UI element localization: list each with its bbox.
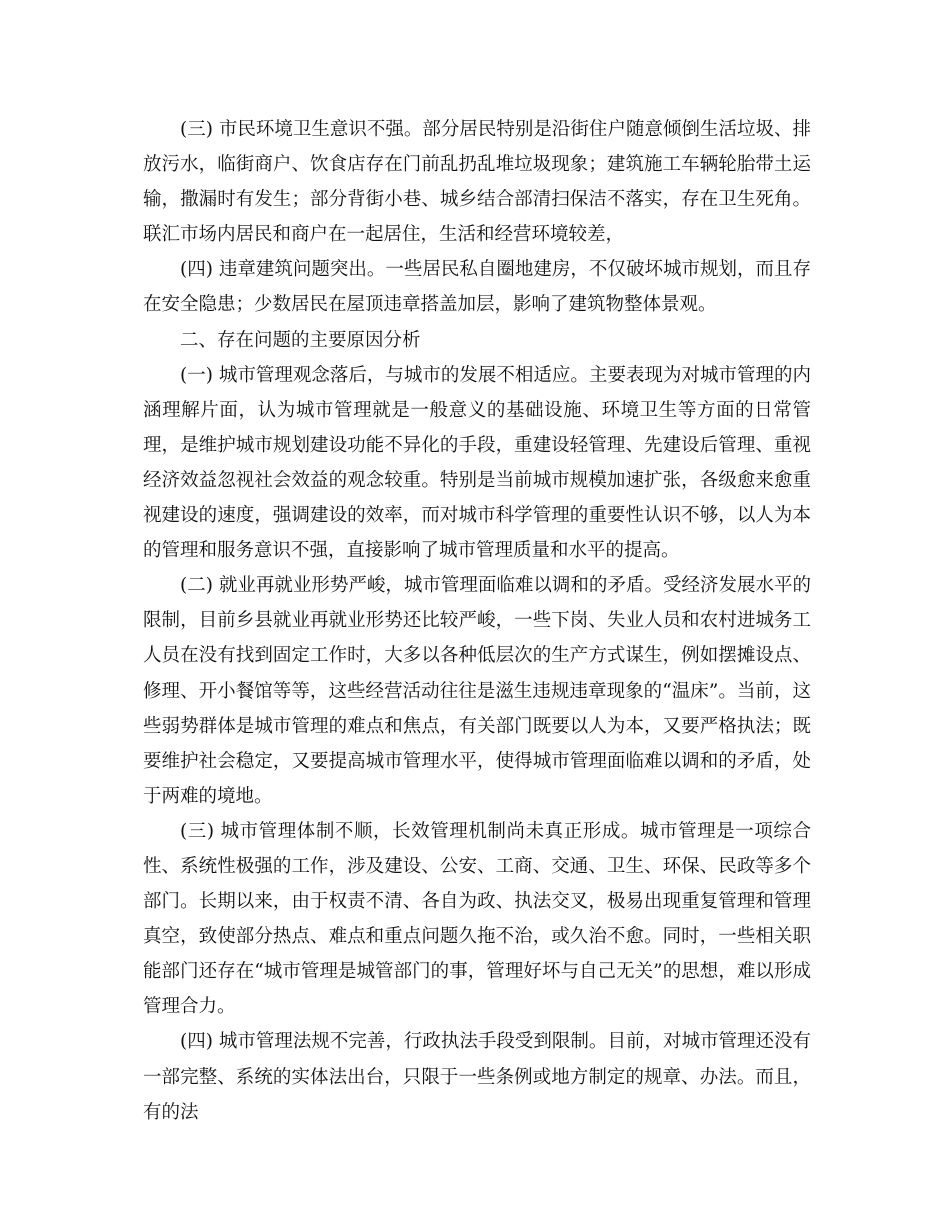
paragraph-regulations: (四) 城市管理法规不完善，行政执法手段受到限制。目前，对城市管理还没有一部完整、系统的实体法出台，只限于一些条例或地方制定的规章、办法。而且，有的法 [143, 1031, 811, 1123]
paragraph-management-concept: (一) 城市管理观念落后，与城市的发展不相适应。主要表现为对城市管理的内涵理解片面，认为城市管理就是一般意义的基础设施、环境卫生等方面的日常管理，是维护城市规划建设功能不异化的手段，重建设轻管理、先建设后管理、重视经济效益忽视社会效益的观念较重。特别是当前城市规模加速扩张，各级愈来愈重视建设的速度，强调建设的效率，而对城市科学管理的重要性认识不够，以人为本的管理和服务意识不强，直接影响了城市管理质量和水平的提高。 [143, 364, 811, 562]
paragraph-employment-situation: (二) 就业再就业形势严峻，城市管理面临难以调和的矛盾。受经济发展水平的限制，目前乡县就业再就业形势还比较严峻，一些下岗、失业人员和农村进城务工人员在没有找到固定工作时，大多以各种低层次的生产方式谋生，例如摆摊设点、修理、开小餐馆等等，这些经营活动往往是滋生违规违章现象的“温床”。当前，这些弱势群体是城市管理的难点和焦点，有关部门既要以人为本，又要严格执法；既要维护社会稳定，又要提高城市管理水平，使得城市管理面临难以调和的矛盾，处于两难的境地。 [143, 575, 811, 807]
section-heading-cause-analysis: 二、存在问题的主要原因分析 [180, 329, 421, 351]
paragraph-management-system: (三) 城市管理体制不顺，长效管理机制尚未真正形成。城市管理是一项综合性、系统性极强的工作，涉及建设、公安、工商、交通、卫生、环保、民政等多个部门。长期以来，由于权责不清、各自为政、执法交叉，极易出现重复管理和管理真空，致使部分热点、难点和重点问题久拖不治，或久治不愈。同时，一些相关职能部门还存在“城市管理是城管部门的事，管理好坏与自己无关”的思想，难以形成管理合力。 [143, 820, 811, 1018]
paragraph-illegal-buildings: (四) 违章建筑问题突出。一些居民私自圈地建房，不仅破坏城市规划，而且存在安全隐患；少数居民在屋顶违章搭盖加层，影响了建筑物整体景观。 [143, 259, 811, 316]
paragraph-environment-awareness: (三) 市民环境卫生意识不强。部分居民特别是沿街住户随意倾倒生活垃圾、排放污水，临街商户、饮食店存在门前乱扔乱堆垃圾现象；建筑施工车辆轮胎带土运输，撒漏时有发生；部分背街小巷、城乡结合部清扫保洁不落实，存在卫生死角。联汇市场内居民和商户在一起居住，生活和经营环境较差， [143, 119, 811, 246]
document-body [143, 112, 811, 1130]
